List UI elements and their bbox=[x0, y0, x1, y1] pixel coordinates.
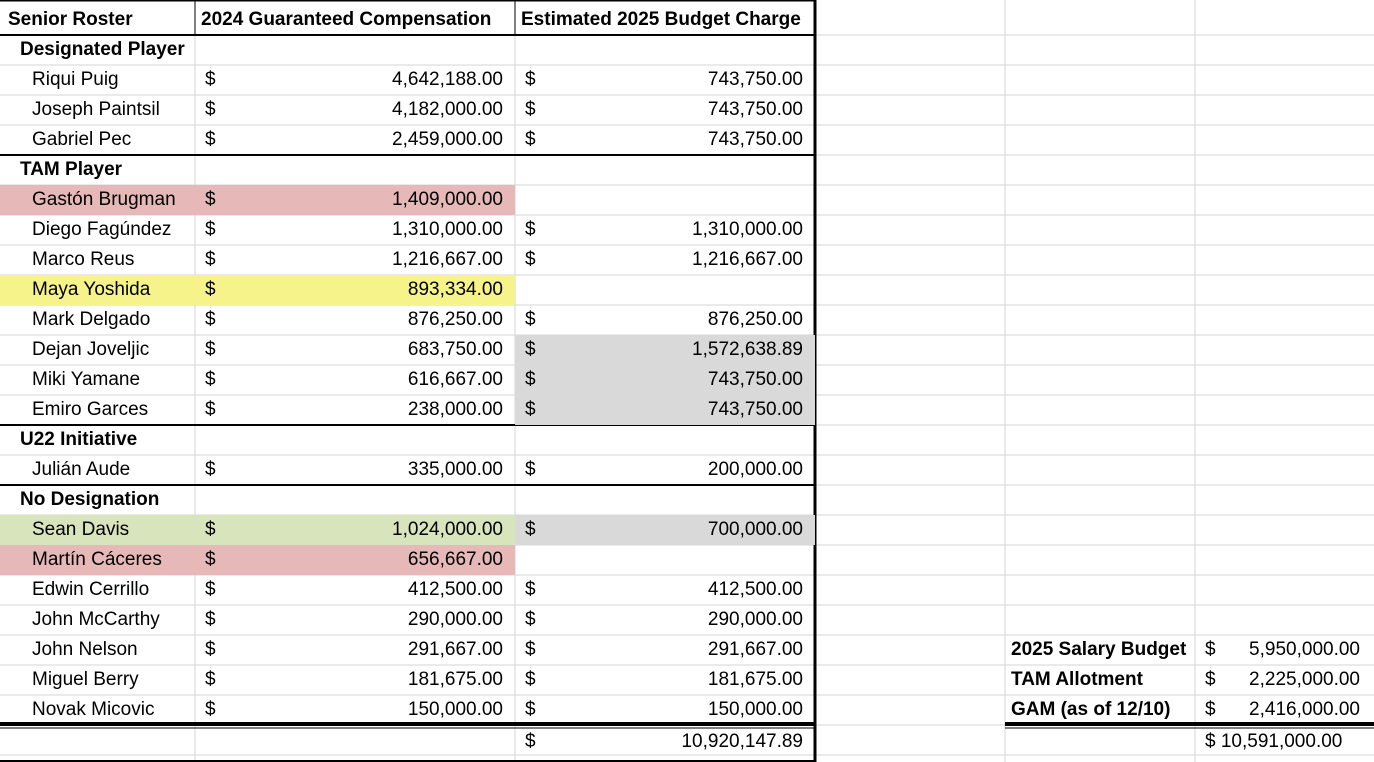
summary-value[interactable]: 5,950,000.00 bbox=[1249, 639, 1360, 660]
dollar-sign[interactable]: $ bbox=[525, 309, 536, 330]
budget-2025-value[interactable]: 1,572,638.89 bbox=[692, 339, 803, 360]
comp-2024-value[interactable]: 893,334.00 bbox=[407, 279, 503, 300]
budget-2025-value[interactable]: 150,000.00 bbox=[707, 699, 803, 720]
comp-2024-value[interactable]: 1,409,000.00 bbox=[392, 189, 503, 210]
header-2024-comp[interactable]: 2024 Guaranteed Compensation bbox=[201, 9, 492, 30]
header-2025-budget[interactable]: Estimated 2025 Budget Charge bbox=[521, 9, 801, 30]
dollar-sign[interactable]: $ bbox=[205, 339, 216, 360]
player-name[interactable]: Novak Micovic bbox=[32, 699, 155, 720]
summary-value[interactable]: 2,416,000.00 bbox=[1249, 699, 1360, 720]
comp-2024-value[interactable]: 181,675.00 bbox=[407, 669, 503, 690]
dollar-sign[interactable]: $ bbox=[525, 399, 536, 420]
dollar-sign[interactable]: $ bbox=[205, 249, 216, 270]
comp-2024-value[interactable]: 335,000.00 bbox=[407, 459, 503, 480]
player-name[interactable]: Diego Fagúndez bbox=[32, 219, 172, 240]
dollar-sign[interactable]: $ bbox=[205, 129, 216, 150]
dollar-sign[interactable]: $ bbox=[525, 519, 536, 540]
dollar-sign[interactable]: $ bbox=[1205, 669, 1216, 690]
dollar-sign[interactable]: $ bbox=[525, 639, 536, 660]
comp-2024-value[interactable]: 4,182,000.00 bbox=[392, 99, 503, 120]
player-name[interactable]: Dejan Joveljic bbox=[32, 339, 150, 360]
dollar-sign[interactable]: $ bbox=[525, 219, 536, 240]
dollar-sign[interactable]: $ bbox=[205, 549, 216, 570]
comp-2024-value[interactable]: 1,024,000.00 bbox=[392, 519, 503, 540]
dollar-sign[interactable]: $ bbox=[1205, 699, 1216, 720]
dollar-sign[interactable]: $ bbox=[205, 609, 216, 630]
player-name[interactable]: Maya Yoshida bbox=[32, 279, 151, 300]
summary-label[interactable]: TAM Allotment bbox=[1011, 669, 1143, 690]
dollar-sign[interactable]: $ bbox=[205, 309, 216, 330]
budget-2025-value[interactable]: 876,250.00 bbox=[707, 309, 803, 330]
player-name[interactable]: Sean Davis bbox=[32, 519, 130, 540]
comp-2024-value[interactable]: 412,500.00 bbox=[407, 579, 503, 600]
comp-2024-value[interactable]: 238,000.00 bbox=[407, 399, 503, 420]
section-label[interactable]: TAM Player bbox=[20, 159, 123, 180]
comp-2024-value[interactable]: 1,216,667.00 bbox=[392, 249, 503, 270]
comp-2024-value[interactable]: 290,000.00 bbox=[407, 609, 503, 630]
budget-2025-value[interactable]: 200,000.00 bbox=[707, 459, 803, 480]
budget-2025-value[interactable]: 743,750.00 bbox=[707, 129, 803, 150]
player-name[interactable]: John Nelson bbox=[32, 639, 138, 660]
summary-label[interactable]: GAM (as of 12/10) bbox=[1011, 699, 1171, 720]
summary-total-value[interactable]: $ 10,591,000.00 bbox=[1205, 731, 1343, 752]
section-label[interactable]: Designated Player bbox=[20, 39, 185, 60]
comp-2024-value[interactable]: 291,667.00 bbox=[407, 639, 503, 660]
budget-2025-value[interactable]: 291,667.00 bbox=[707, 639, 803, 660]
budget-2025-value[interactable]: 290,000.00 bbox=[707, 609, 803, 630]
dollar-sign[interactable]: $ bbox=[205, 219, 216, 240]
player-name[interactable]: Riqui Puig bbox=[32, 69, 119, 90]
comp-2024-value[interactable]: 876,250.00 bbox=[407, 309, 503, 330]
dollar-sign[interactable]: $ bbox=[205, 99, 216, 120]
budget-2025-value[interactable]: 743,750.00 bbox=[707, 69, 803, 90]
dollar-sign[interactable]: $ bbox=[1205, 639, 1216, 660]
dollar-sign[interactable]: $ bbox=[525, 669, 536, 690]
dollar-sign[interactable]: $ bbox=[205, 279, 216, 300]
summary-value[interactable]: 2,225,000.00 bbox=[1249, 669, 1360, 690]
budget-2025-value[interactable]: 181,675.00 bbox=[707, 669, 803, 690]
comp-2024-value[interactable]: 2,459,000.00 bbox=[392, 129, 503, 150]
dollar-sign[interactable]: $ bbox=[205, 669, 216, 690]
dollar-sign[interactable]: $ bbox=[525, 369, 536, 390]
player-name[interactable]: Gabriel Pec bbox=[32, 129, 132, 150]
dollar-sign[interactable]: $ bbox=[525, 459, 536, 480]
player-name[interactable]: Gastón Brugman bbox=[32, 189, 176, 210]
player-name[interactable]: John McCarthy bbox=[32, 609, 160, 630]
dollar-sign[interactable]: $ bbox=[205, 369, 216, 390]
dollar-sign[interactable]: $ bbox=[525, 69, 536, 90]
player-name[interactable]: Miguel Berry bbox=[32, 669, 139, 690]
budget-2025-value[interactable]: 1,310,000.00 bbox=[692, 219, 803, 240]
header-senior-roster[interactable]: Senior Roster bbox=[8, 9, 133, 30]
comp-2024-value[interactable]: 683,750.00 bbox=[407, 339, 503, 360]
player-name[interactable]: Marco Reus bbox=[32, 249, 135, 270]
budget-2025-value[interactable]: 743,750.00 bbox=[707, 99, 803, 120]
comp-2024-value[interactable]: 1,310,000.00 bbox=[392, 219, 503, 240]
dollar-sign[interactable]: $ bbox=[525, 99, 536, 120]
budget-2025-value[interactable]: 1,216,667.00 bbox=[692, 249, 803, 270]
section-label[interactable]: No Designation bbox=[20, 489, 160, 510]
dollar-sign[interactable]: $ bbox=[205, 459, 216, 480]
budget-2025-value[interactable]: 412,500.00 bbox=[707, 579, 803, 600]
comp-2024-value[interactable]: 150,000.00 bbox=[407, 699, 503, 720]
dollar-sign[interactable]: $ bbox=[525, 731, 536, 752]
comp-2024-value[interactable]: 4,642,188.00 bbox=[392, 69, 503, 90]
dollar-sign[interactable]: $ bbox=[205, 579, 216, 600]
player-name[interactable]: Martín Cáceres bbox=[32, 549, 162, 570]
dollar-sign[interactable]: $ bbox=[525, 579, 536, 600]
player-name[interactable]: Edwin Cerrillo bbox=[32, 579, 150, 600]
dollar-sign[interactable]: $ bbox=[525, 339, 536, 360]
dollar-sign[interactable]: $ bbox=[525, 249, 536, 270]
summary-label[interactable]: 2025 Salary Budget bbox=[1011, 639, 1187, 660]
comp-2024-value[interactable]: 656,667.00 bbox=[407, 549, 503, 570]
dollar-sign[interactable]: $ bbox=[205, 399, 216, 420]
dollar-sign[interactable]: $ bbox=[525, 129, 536, 150]
player-name[interactable]: Emiro Garces bbox=[32, 399, 149, 420]
budget-2025-value[interactable]: 743,750.00 bbox=[707, 369, 803, 390]
player-name[interactable]: Julián Aude bbox=[32, 459, 131, 480]
player-name[interactable]: Miki Yamane bbox=[32, 369, 141, 390]
dollar-sign[interactable]: $ bbox=[525, 609, 536, 630]
total-budget-value[interactable]: 10,920,147.89 bbox=[681, 731, 803, 752]
section-label[interactable]: U22 Initiative bbox=[20, 429, 138, 450]
player-name[interactable]: Joseph Paintsil bbox=[32, 99, 160, 120]
dollar-sign[interactable]: $ bbox=[525, 699, 536, 720]
dollar-sign[interactable]: $ bbox=[205, 519, 216, 540]
dollar-sign[interactable]: $ bbox=[205, 639, 216, 660]
dollar-sign[interactable]: $ bbox=[205, 69, 216, 90]
comp-2024-value[interactable]: 616,667.00 bbox=[407, 369, 503, 390]
dollar-sign[interactable]: $ bbox=[205, 699, 216, 720]
budget-2025-value[interactable]: 743,750.00 bbox=[707, 399, 803, 420]
budget-2025-value[interactable]: 700,000.00 bbox=[707, 519, 803, 540]
player-name[interactable]: Mark Delgado bbox=[32, 309, 151, 330]
dollar-sign[interactable]: $ bbox=[205, 189, 216, 210]
